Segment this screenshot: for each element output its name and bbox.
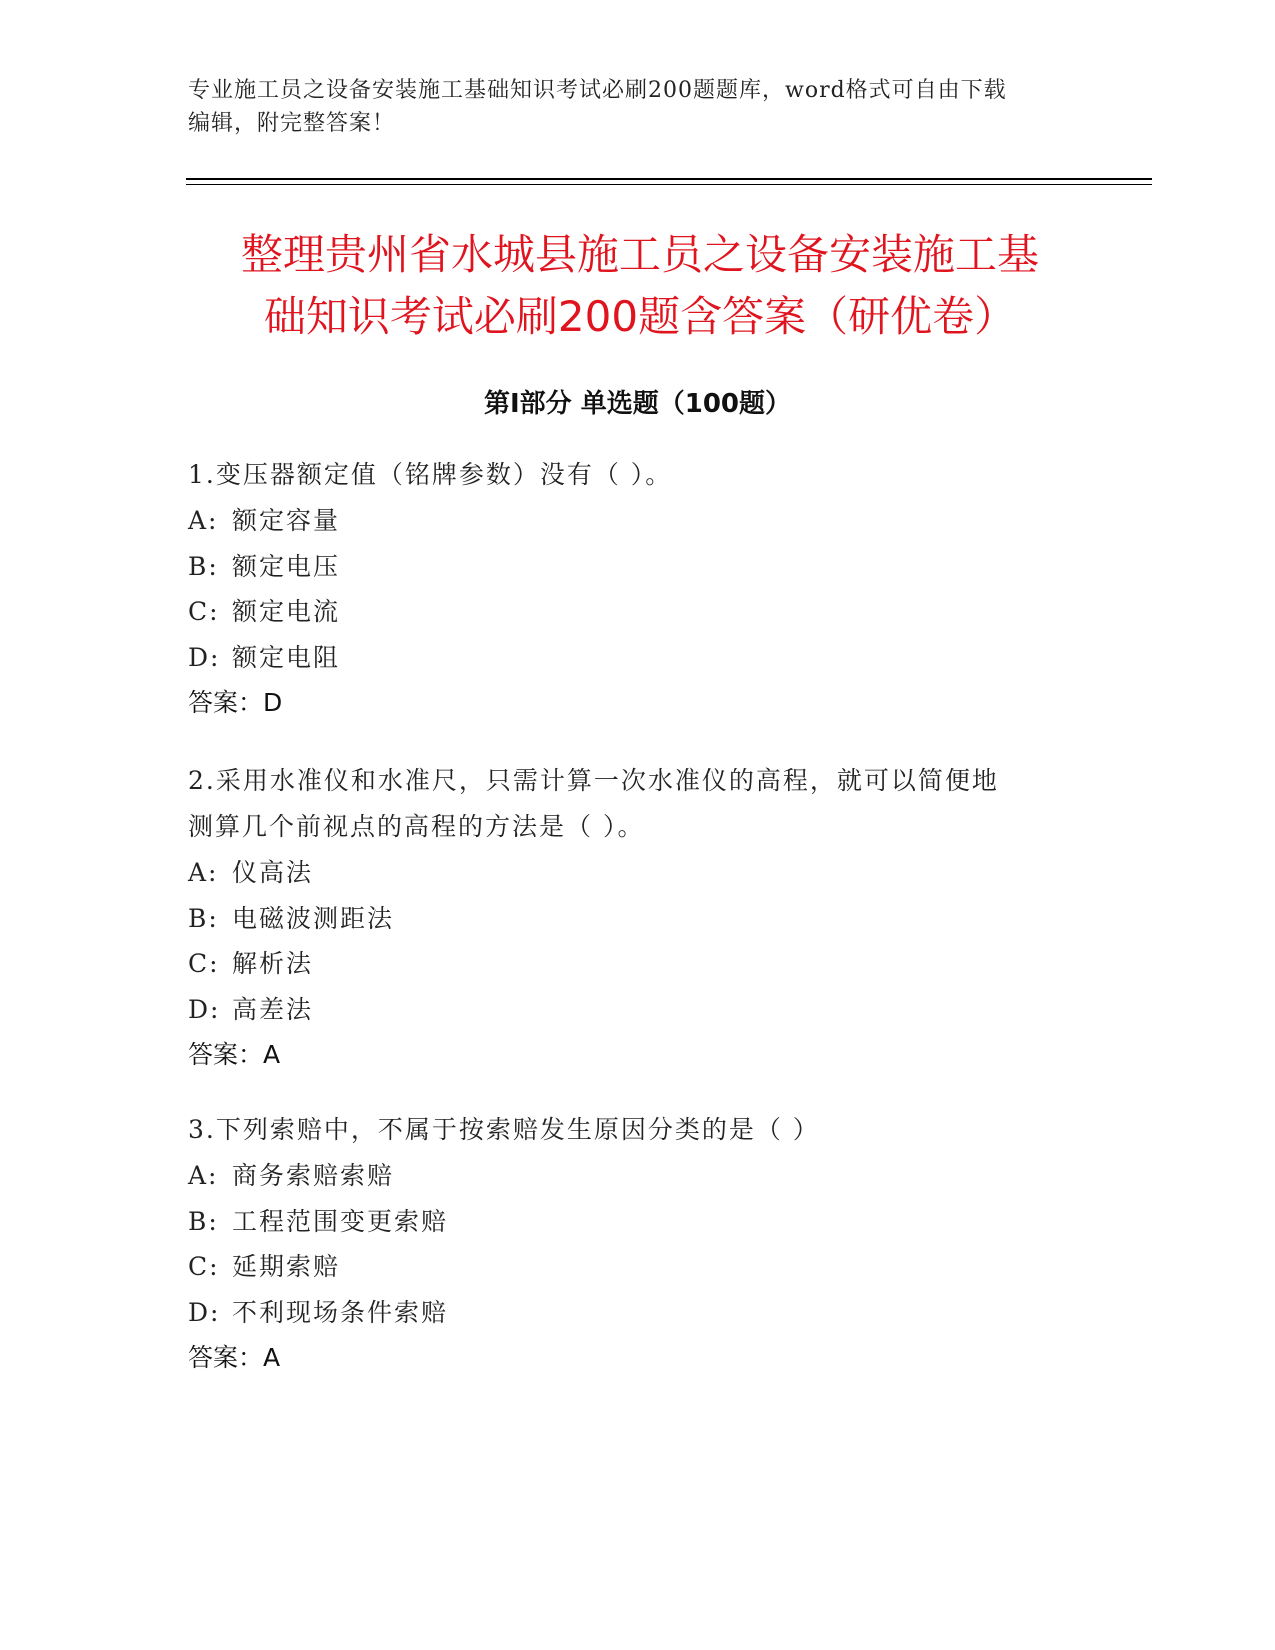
option-text: 额定电阻 <box>232 642 341 672</box>
answer <box>188 1335 1088 1381</box>
header-divider-thin <box>186 184 1152 185</box>
document-title <box>190 224 1090 348</box>
option-b <box>188 1199 1088 1245</box>
section-title: 第Ⅰ部分 单选题（100题） <box>484 389 791 419</box>
option-text: 商务索赔索赔 <box>232 1161 395 1190</box>
option-letter: A: <box>188 506 219 535</box>
option-c <box>188 589 1088 635</box>
question-stem: 3.下列索赔中，不属于按索赔发生原因分类的是（ ） <box>188 1115 820 1144</box>
option-d <box>188 987 1088 1033</box>
option-d <box>188 1290 1088 1336</box>
option-a <box>188 850 1088 896</box>
answer-prefix: 答案： <box>188 688 264 717</box>
option-text: 仪高法 <box>232 858 314 887</box>
option-letter: A: <box>188 858 219 887</box>
option-letter: C: <box>188 949 220 978</box>
option-letter: C: <box>188 1252 220 1281</box>
answer <box>188 680 1088 726</box>
header-note <box>188 74 1088 140</box>
answer-value: D <box>263 688 283 717</box>
option-letter: A: <box>188 1161 219 1190</box>
answer-value: A <box>263 1343 281 1372</box>
option-letter: D: <box>188 642 221 672</box>
option-text: 额定容量 <box>232 506 341 535</box>
question-stem: 2.采用水准仪和水准尺，只需计算一次水准仪的高程，就可以简便地 <box>188 766 999 795</box>
option-text: 额定电压 <box>232 551 341 581</box>
header-note-line-1: 专业施工员之设备安装施工基础知识考试必刷200题题库，word格式可自由下载 <box>188 78 1007 103</box>
question-1 <box>188 452 1088 726</box>
question-stem: 1.变压器额定值（铭牌参数）没有（ ）。 <box>188 460 673 489</box>
option-c <box>188 1244 1088 1290</box>
answer-prefix: 答案： <box>188 1343 264 1372</box>
option-letter: C: <box>188 597 220 626</box>
option-a <box>188 498 1088 544</box>
option-text: 高差法 <box>232 994 314 1024</box>
option-text: 电磁波测距法 <box>232 903 395 933</box>
option-letter: D: <box>188 1297 221 1327</box>
header-divider-thick <box>186 178 1152 180</box>
option-b <box>188 896 1088 942</box>
question-2 <box>188 758 1088 1078</box>
option-letter: B: <box>188 551 219 581</box>
question-stem-continued: 测算几个前视点的高程的方法是（ ）。 <box>188 812 645 841</box>
option-c <box>188 941 1088 987</box>
answer-prefix: 答案： <box>188 1040 264 1069</box>
option-letter: B: <box>188 1206 219 1236</box>
answer <box>188 1032 1088 1078</box>
option-letter: B: <box>188 903 219 933</box>
answer-value: A <box>263 1040 281 1069</box>
option-d <box>188 635 1088 681</box>
question-3 <box>188 1107 1088 1381</box>
option-text: 解析法 <box>232 949 314 978</box>
option-a <box>188 1153 1088 1199</box>
document-title-line-2: 础知识考试必刷200题含答案（研优卷） <box>263 292 1017 341</box>
document-title-line-1: 整理贵州省水城县施工员之设备安装施工基 <box>240 230 1039 279</box>
option-letter: D: <box>188 994 221 1024</box>
option-text: 延期索赔 <box>232 1252 341 1281</box>
option-b <box>188 544 1088 590</box>
option-text: 工程范围变更索赔 <box>232 1206 449 1236</box>
option-text: 额定电流 <box>232 597 341 626</box>
option-text: 不利现场条件索赔 <box>232 1297 449 1327</box>
header-note-line-2: 编辑，附完整答案！ <box>188 111 396 136</box>
